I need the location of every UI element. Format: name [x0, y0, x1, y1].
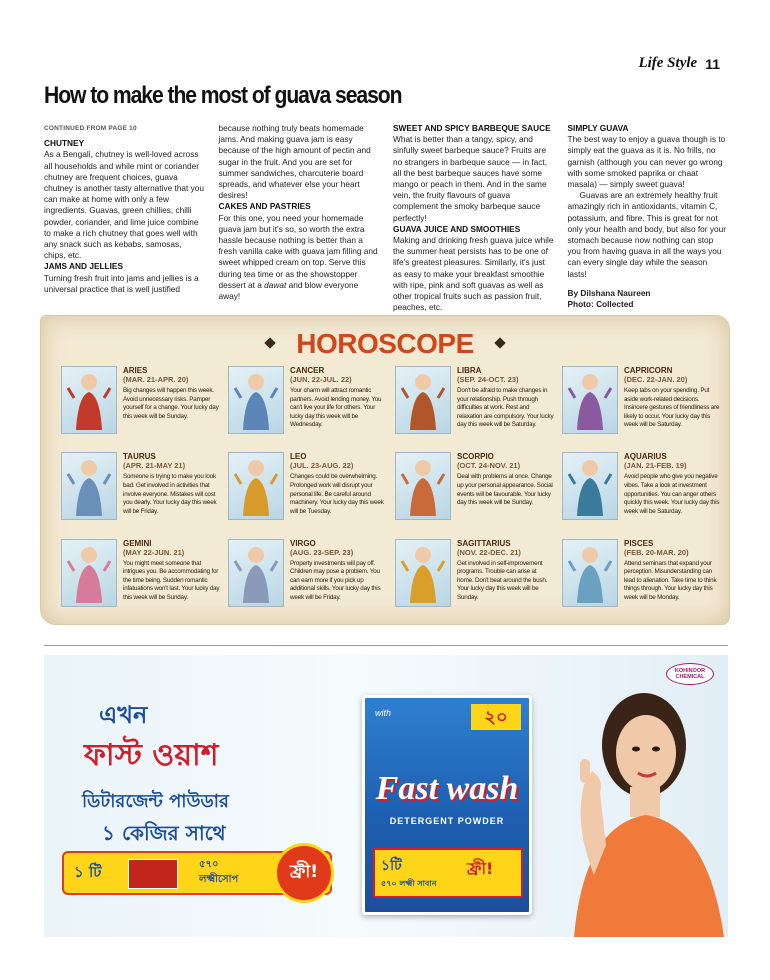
horoscope-text: [123, 539, 220, 621]
sign-dates: (AUG. 23-SEP. 23): [290, 547, 354, 557]
article-subheading: SIMPLY GUAVA: [567, 123, 629, 133]
sign-description: Someone is trying to make you look bad. Get involved in activities that involve everyone. Mistakes will cost you dearly. Your lucky day this week will be Friday.: [123, 473, 217, 515]
leo-illustration: [228, 452, 284, 520]
pack-offer: [373, 848, 523, 898]
horoscope-sign-libra: [395, 366, 554, 448]
kohinoor-logo: KOHINOOR CHEMICAL: [666, 663, 714, 685]
horoscope-sign-scorpio: [395, 452, 554, 534]
article-paragraph: The best way to enjoy a guava though is to simply eat the guava as it is. No frills, no garnish (although you can never go wrong with some smoked paprika or chaat masala) — simply sweet guava!: [567, 134, 726, 190]
horoscope-sign-gemini: [61, 539, 220, 621]
horoscope-title: HOROSCOPE: [296, 328, 474, 359]
sign-description: Attend seminars that expand your perception. Misunderstanding can lead to alienation. Take time to think things through. Your lucky day this week will be Monday.: [624, 559, 717, 602]
product-pack: [362, 695, 532, 915]
article-column-1: [44, 123, 205, 301]
pack-subtitle: DETERGENT POWDER: [389, 816, 505, 826]
horoscope-text: [457, 366, 554, 448]
article-paragraph: What is better than a tangy, spicy, and sinfully sweet barbeque sauce? Fruits are no strangers in barbeque sauce — in fact, all the best barbeque sauces have some mango or peach in them. And in the same vein, the fruity flavours of guava complement the smoky barbeque sauce perfectly!: [393, 134, 548, 223]
pack-offer-one: ১টি: [381, 858, 402, 874]
pack-with: with: [375, 708, 392, 718]
sign-name: LEO: [290, 452, 307, 462]
pack-offer-soap: ৫৭০ লক্ষ্মী সাবান: [381, 879, 437, 888]
pack-badge: ২০: [471, 704, 521, 730]
eye-shape: [652, 747, 660, 752]
diamond-icon: [265, 337, 276, 348]
article-paragraph: For this one, you need your homemade guava jam but it's so, so worth the extra hassle because nothing is better than a fresh vanilla cake with guava jam filling and sweet whipped cream on top. Serve this during tea time or as the showstopper dessert at a dawat and blow everyone away!: [218, 212, 378, 302]
sign-name: VIRGO: [290, 538, 316, 548]
gemini-illustration: [61, 539, 117, 607]
sign-name: GEMINI: [123, 538, 152, 548]
sign-name: CAPRICORN: [624, 366, 673, 375]
model-illustration: [534, 675, 728, 937]
sign-description: Keep tabs on your spending. Put aside work-related decisions. Insincere gestures of friendliness are likely to occur. Your lucky day this week will be Saturday.: [624, 387, 720, 429]
article-subheading: SWEET AND SPICY BARBEQUE SAUCE: [393, 123, 551, 133]
article-subheading: CHUTNEY: [44, 138, 85, 149]
sign-description: Don't be afraid to make changes in your relationship. Push through difficulties at work. Rest and relaxation are compulsory. Your lucky day this week will be Saturday.: [457, 387, 554, 429]
sign-description: Changes could be overwhelming. Prolonged work will disrupt your personal life. Be careful around machinery. Your lucky day this week will be Tuesday.: [290, 473, 384, 515]
horoscope-sign-aries: [61, 366, 220, 448]
neck-shape: [630, 787, 660, 817]
article-paragraph: Turning fresh fruit into jams and jellies is a universal practice that is well justified: [44, 272, 199, 294]
photo-credit: Photo: Collected: [567, 299, 634, 310]
section-divider: [44, 645, 728, 646]
sign-dates: (FEB. 20-MAR. 20): [624, 547, 689, 557]
scorpio-illustration: [395, 452, 451, 520]
horoscope-sign-taurus: [61, 452, 220, 534]
horoscope-sign-aquarius: [562, 452, 721, 534]
sign-dates: (APR. 21-MAY 21): [123, 461, 186, 471]
libra-illustration: [395, 366, 451, 434]
capricorn-illustration: [562, 366, 618, 434]
article-paragraph: Guavas are an extremely healthy fruit amazingly rich in antioxidants, vitamin C, potassium, and fibre. This is great for not only your health and body, but also for your stomach because now nothing can stop you from having guava in all the ways you can every single day while the season lasts!: [567, 190, 727, 279]
pack-brand-name: Fast wash: [375, 770, 519, 807]
sign-dates: (MAR. 21-APR. 20): [123, 375, 189, 384]
ad-line-2: ফাস্ট ওয়াশ: [84, 738, 219, 773]
horoscope-text: [624, 539, 721, 621]
horoscope-text: [123, 366, 220, 448]
virgo-illustration: [228, 539, 284, 607]
cancer-illustration: [228, 366, 284, 434]
sign-dates: (JAN. 21-FEB. 19): [624, 461, 687, 471]
sign-name: PISCES: [624, 538, 654, 548]
sign-name: TAURUS: [123, 452, 156, 462]
sagittarius-illustration: [395, 539, 451, 607]
offer-soap-top: ৫৭০: [199, 859, 219, 870]
article-subheading: GUAVA JUICE AND SMOOTHIES: [393, 223, 521, 234]
horoscope-text: [290, 539, 387, 621]
sign-name: CANCER: [290, 366, 325, 375]
sign-dates: (JUN. 22-JUL. 22): [290, 375, 352, 384]
article-column-3: [393, 123, 554, 313]
sign-description: Avoid people who give you negative vibes. Take a look at investment opportunities. You can anger others quickly this week. Your lucky day this week will be Saturday.: [624, 473, 720, 515]
sign-description: Your charm will attract romantic partners. Avoid lending money. You can't live your life for others. Your lucky day this week will be Wednesday.: [290, 387, 382, 429]
offer-soap: [199, 857, 238, 887]
horoscope-text: [624, 452, 721, 534]
horoscope-text: [123, 452, 220, 534]
diamond-icon: [494, 337, 505, 348]
article-paragraph: because nothing truly beats homemade jams. And making guava jam is easy because of the high amount of pectin and sugar in the fruit. And you are set for summer sandwiches, charcuterie board spreads, and whatever else your heart desires!: [218, 123, 371, 201]
sign-name: SAGITTARIUS: [457, 538, 511, 548]
detergent-advertisement: [44, 655, 728, 937]
pisces-illustration: [562, 539, 618, 607]
sign-name: ARIES: [123, 366, 148, 375]
ad-line-3: ডিটারজেন্ট পাউডার: [82, 791, 229, 812]
horoscope-text: [457, 539, 554, 621]
sign-dates: (NOV. 22-DEC. 21): [457, 547, 521, 557]
ad-line-4: ১ কেজির সাথে: [102, 821, 226, 845]
sign-dates: (SEP. 24-OCT. 23): [457, 375, 519, 384]
sign-dates: (JUL. 23-AUG. 22): [290, 461, 354, 471]
article-paragraph: As a Bengali, chutney is well-loved across all households and while mint or coriander chutney are frequent choices, guava chutney is another tasty alternative that you can make at home with only a few ingredients. Guavas, green chillies, chilli powder, coriander, and lime juice combine to make a rich chutney that goes well with any snack such as kebabs, samosas, chips, etc.: [44, 149, 205, 261]
eye-shape: [632, 747, 640, 752]
aquarius-illustration: [562, 452, 618, 520]
horoscope-sign-capricorn: [562, 366, 721, 448]
horoscope-sign-sagittarius: [395, 539, 554, 621]
horoscope-text: [290, 366, 387, 448]
article-columns: [44, 123, 728, 313]
horoscope-text: [457, 452, 554, 534]
sign-name: LIBRA: [457, 366, 482, 375]
sign-dates: (MAY 22-JUN. 21): [123, 547, 185, 557]
sign-description: Big changes will happen this week. Avoid unnecessary risks. Pamper yourself for a change. Your lucky day this week will be Sunday.: [123, 387, 219, 420]
section-brand: Life Style: [638, 55, 698, 71]
article-column-4: [567, 123, 729, 310]
sign-dates: (DEC. 22-JAN. 20): [624, 375, 688, 384]
article-paragraph: Making and drinking fresh guava juice while the summer heat persists has to be one of life's greatest pleasures. Similarly, it's just as easy to make your breakfast smoothie with ripe, pink and soft guavas as well as other tropical fruits such as passion fruit, peaches, etc.: [393, 235, 554, 313]
free-badge: ফ্রী!: [274, 843, 334, 903]
ad-line-1: এখন: [99, 701, 148, 729]
pointing-finger: [580, 759, 590, 783]
sign-dates: (OCT. 24-NOV. 21): [457, 461, 521, 471]
sign-description: Deal with problems at once. Change up your personal appearance. Social events will be favourable. Your lucky day this week will be Sunday.: [457, 473, 553, 507]
page-number: 11: [705, 55, 720, 72]
face-shape: [616, 715, 676, 791]
taurus-illustration: [61, 452, 117, 520]
horoscope-heading: [41, 328, 729, 360]
soap-pack-icon: [128, 859, 178, 889]
pack-offer-free: ফ্রী!: [467, 859, 494, 878]
sign-name: SCORPIO: [457, 452, 494, 462]
article-subheading: JAMS AND JELLIES: [44, 261, 123, 272]
article-column-2: [219, 123, 380, 301]
sign-description: Property investments will pay off. Children may pose a problem. You can earn more if you pick up additional skills. Your lucky day this week will be Friday.: [290, 559, 381, 602]
aries-illustration: [61, 366, 117, 434]
horoscope-sign-cancer: [228, 366, 387, 448]
horoscope-sign-pisces: [562, 539, 721, 621]
horoscope-sign-leo: [228, 452, 387, 534]
horoscope-text: [624, 366, 721, 448]
sign-description: You might meet someone that intrigues you. Be accommodating for the time being. Sudden romantic infatuations won't last. Your lucky day this week will be Sunday.: [123, 559, 220, 602]
horoscope-sign-virgo: [228, 539, 387, 621]
horoscope-grid: [61, 366, 721, 621]
continued-note: CONTINUED FROM PAGE 10: [44, 125, 137, 132]
offer-count: ১ টি: [74, 863, 102, 881]
horoscope-section: [40, 315, 730, 625]
headline: How to make the most of guava season: [44, 82, 402, 109]
article-subheading: CAKES AND PASTRIES: [218, 201, 311, 212]
horoscope-text: [290, 452, 387, 534]
byline: By Dilshana Naureen: [567, 287, 651, 298]
offer-soap-bottom: লক্ষ্মীসোপ: [199, 874, 239, 885]
sign-name: AQUARIUS: [624, 452, 667, 462]
sign-description: Get involved in self-improvement programs. Trouble can arise at home. Don't beat around the bush. Your lucky day this week will be Sunday.: [457, 559, 548, 602]
page-header: [638, 55, 720, 72]
